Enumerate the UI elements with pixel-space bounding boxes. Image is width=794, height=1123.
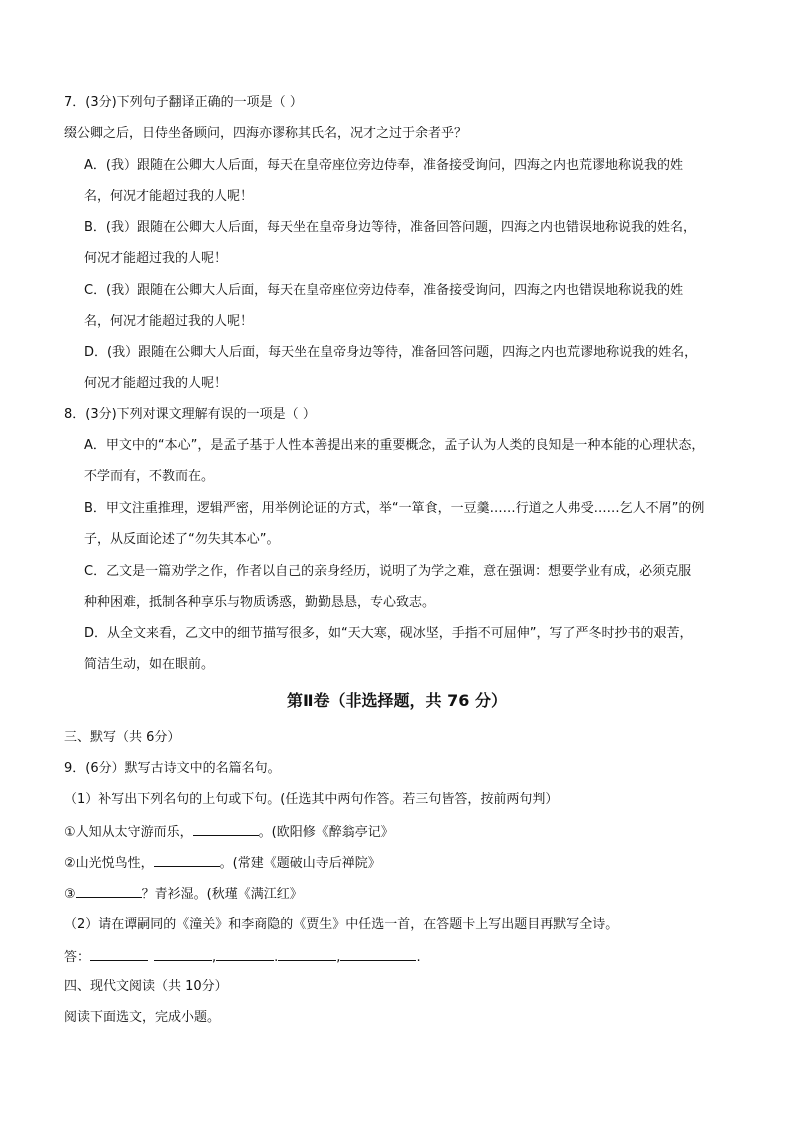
- q9-line1-text: ①人知从太守游而乐，: [64, 825, 193, 840]
- answer-blank-2[interactable]: [154, 948, 212, 961]
- sec4-intro: 阅读下面选文，完成小题。: [64, 1010, 221, 1025]
- q8-option-b: B．甲文注重推理，逻辑严密，用举例论证的方式，举“一箪食，一豆羹……行道之人弗受……乞人不屑”的例: [84, 501, 705, 516]
- answer-blank-3[interactable]: [216, 948, 274, 961]
- q8-option-b-cont: 子，从反面论述了“勿失其本心”。: [84, 532, 280, 547]
- q9-line2: [64, 854, 736, 872]
- q7-option-b-cont: 何况才能超过我的人呢！: [84, 251, 228, 266]
- q9-line1-source: 。(欧阳修《醉翁亭记》: [258, 825, 394, 840]
- q9-line3-text: ③: [64, 887, 76, 902]
- sec3-heading: 三、默写（共 6分）: [64, 730, 181, 745]
- q7-option-c-cont: 名，何况才能超过我的人呢！: [84, 314, 254, 329]
- q9-blank-2[interactable]: [154, 854, 220, 867]
- q8-option-d-cont: 简洁生动，如在眼前。: [84, 657, 215, 672]
- q9-line2-text: ②山光悦鸟性，: [64, 856, 154, 871]
- q7-option-b: B．(我）跟随在公卿大人后面，每天坐在皇帝身边等待，准备回答问题，四海之内也错误地称说我的姓名，: [84, 220, 696, 235]
- q7-option-a-cont: 名，何况才能超过我的人呢！: [84, 189, 254, 204]
- q9-sub1: （1）补写出下列名句的上句或下句。(任选其中两句作答。若三句皆答，按前两句判）: [64, 792, 559, 807]
- part2-title: 第Ⅱ卷（非选择题，共 76 分）: [287, 691, 507, 710]
- q8-stem: 8．(3分)下列对课文理解有误的一项是（ ）: [64, 407, 316, 422]
- q7-option-a: A．(我）跟随在公卿大人后面，每天在皇帝座位旁边侍奉，准备接受询问，四海之内也荒谬地称说我的姓: [84, 158, 683, 173]
- q7-option-d: D．(我）跟随在公卿大人后面，每天坐在皇帝身边等待，准备回答问题，四海之内也荒谬地称说我的姓名，: [84, 345, 698, 360]
- q8-option-c: C．乙文是一篇劝学之作，作者以自己的亲身经历，说明了为学之难，意在强调：想要学业有成，必须克服: [84, 564, 692, 579]
- q9-line1: [64, 823, 736, 841]
- q8-option-d: D．从全文来看，乙文中的细节描写很多，如“天大寒，砚冰坚，手指不可屈伸”，写了严冬时抄书的艰苦，: [84, 626, 693, 641]
- q8-option-a-cont: 不学而有，不教而在。: [84, 469, 215, 484]
- q7-stem: 7．(3分)下列句子翻译正确的一项是（ ）: [64, 95, 303, 110]
- answer-blank-5[interactable]: [340, 948, 416, 961]
- sec4-heading: 四、现代文阅读（共 10分）: [64, 979, 228, 994]
- q9-line2-source: 。(常建《题破山寺后禅院》: [219, 856, 381, 871]
- answer-label: 答：: [64, 950, 91, 965]
- q9-stem: 9．(6分）默写古诗文中的名篇名句。: [64, 761, 281, 776]
- answer-blank-4[interactable]: [278, 948, 336, 961]
- answer-blank-1[interactable]: [90, 948, 148, 961]
- q7-option-d-cont: 何况才能超过我的人呢！: [84, 376, 228, 391]
- q9-line3: [64, 885, 736, 903]
- q9-line3-source: ？青衫湿。(秋瑾《满江红》: [141, 887, 303, 902]
- q9-blank-1[interactable]: [193, 823, 259, 836]
- q9-blank-3[interactable]: [76, 885, 142, 898]
- q8-option-c-cont: 种种困难，抵制各种享乐与物质诱惑，勤勤恳恳，专心致志。: [84, 595, 436, 610]
- answer-line: 答： , . , .: [64, 950, 421, 965]
- q7-quote: 缀公卿之后，日侍坐备顾问，四海亦谬称其氏名，况才之过于余者乎？: [64, 126, 468, 141]
- q9-sub2: （2）请在谭嗣同的《潼关》和李商隐的《贾生》中任选一首，在答题卡上写出题目再默写全诗。: [64, 917, 619, 932]
- q7-option-c: C．(我）跟随在公卿大人后面，每天在皇帝座位旁边侍奉，准备接受询问，四海之内也错误地称说我的姓: [84, 283, 684, 298]
- q8-option-a: A．甲文中的“本心”，是孟子基于人性本善提出来的重要概念，孟子认为人类的良知是一种本能的心理状态，: [84, 438, 705, 453]
